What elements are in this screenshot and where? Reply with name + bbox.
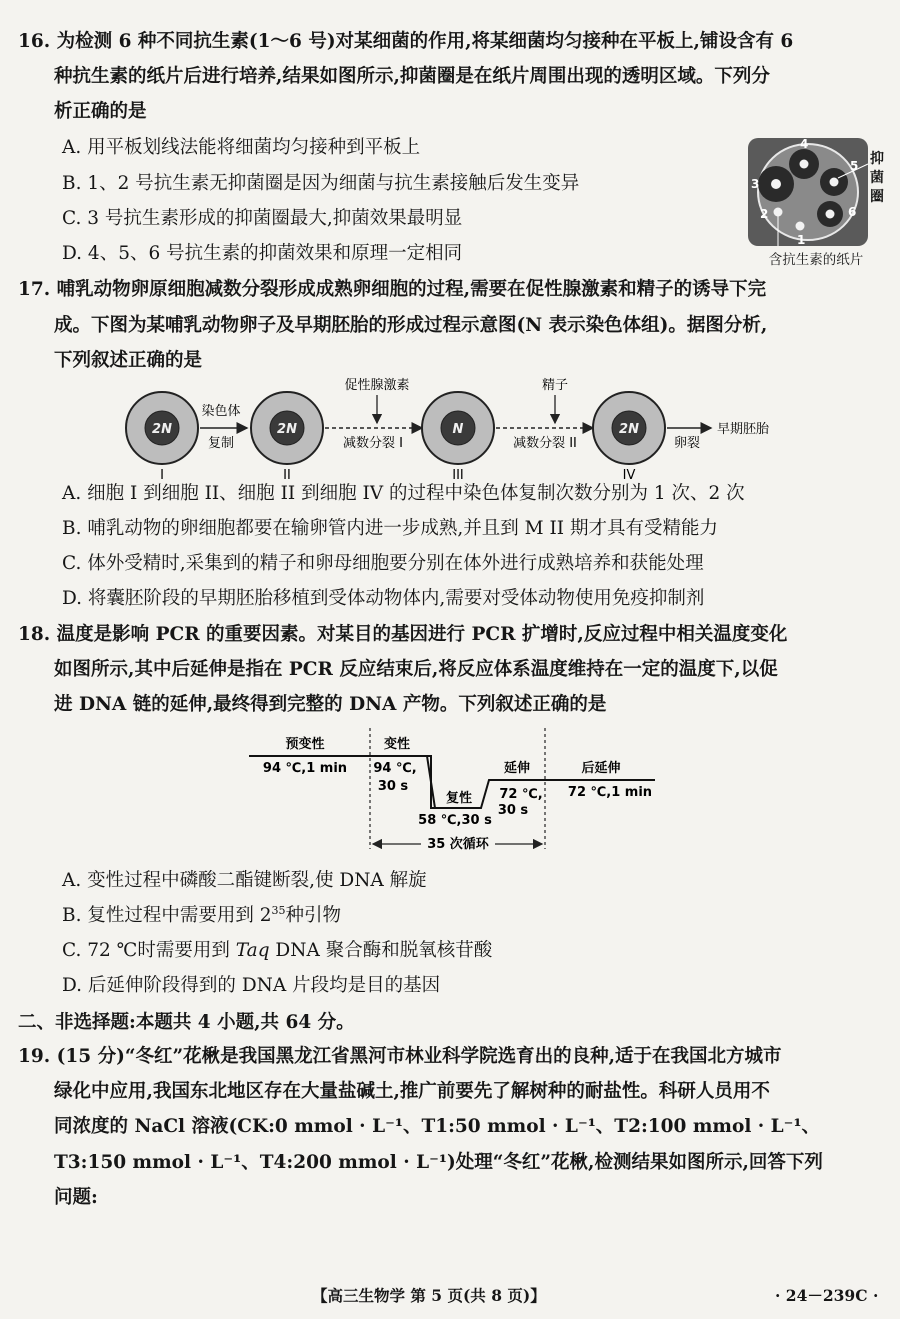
q17-stem-line-1: 17. 哺乳动物卵原细胞减数分裂形成成熟卵细胞的过程,需要在促性腺激素和精子的诱导下完	[18, 279, 767, 300]
denature-label: 变性	[383, 737, 411, 752]
section-2-heading: 二、非选择题:本题共 4 小题,共 64 分。	[18, 1012, 355, 1033]
extend-condition-2: 30 s	[497, 803, 529, 818]
oocyte-process-svg	[115, 375, 795, 487]
disc-6	[826, 210, 835, 219]
q18-option-b-post: 种引物	[285, 905, 342, 926]
cell-3-label: III	[452, 468, 464, 483]
q17-stem-line-2: 成。下图为某哺乳动物卵子及早期胚胎的形成过程示意图(N 表示染色体组)。据图分析,	[54, 315, 768, 336]
extend-condition-1: 72 ℃,	[499, 787, 543, 802]
hormone-label: 促性腺激素	[344, 378, 410, 393]
cell-2-n: 2N	[277, 422, 297, 437]
sperm-label: 精子	[541, 378, 569, 393]
pcr-temperature-svg	[245, 724, 665, 859]
cell-4-label: IV	[622, 468, 636, 483]
q18-stem-line-3: 进 DNA 链的延伸,最终得到完整的 DNA 产物。下列叙述正确的是	[54, 694, 607, 715]
petri-dish-svg	[742, 134, 872, 252]
label-2: 2	[760, 207, 769, 221]
q17-option-a: A. 细胞 I 到细胞 II、细胞 II 到细胞 IV 的过程中染色体复制次数分别为 1 次、2 次	[62, 483, 745, 504]
q19-stem-line-5: 问题:	[54, 1187, 98, 1208]
denature-condition-2: 30 s	[377, 779, 409, 794]
q18-option-c-post: DNA 聚合酶和脱氧核苷酸	[269, 940, 493, 961]
disc-4	[800, 160, 809, 169]
q16-option-a: A. 用平板划线法能将细菌均匀接种到平板上	[62, 137, 421, 158]
inhibition-zone-char-1: 抑	[870, 151, 884, 167]
label-4: 4	[800, 137, 809, 151]
q17-option-d: D. 将囊胚阶段的早期胚胎移植到受体动物体内,需要对受体动物使用免疫抑制剂	[62, 588, 705, 609]
arrow-2-bottom: 减数分裂 I	[343, 436, 403, 451]
label-6: 6	[848, 205, 857, 219]
footer-page-info: 【高三生物学 第 5 页(共 8 页)】	[312, 1286, 546, 1305]
q19-stem-line-1: 19. (15 分)“冬红”花楸是我国黑龙江省黑河市林业科学院选育出的良种,适于在我国北方城市	[18, 1046, 782, 1067]
q18-stem-line-2: 如图所示,其中后延伸是指在 PCR 反应结束后,将反应体系温度维持在一定的温度下,以促	[54, 659, 778, 680]
q17-option-c: C. 体外受精时,采集到的精子和卵母细胞要分别在体外进行成熟培养和获能处理	[62, 553, 704, 574]
pcr-temperature-figure	[245, 724, 665, 859]
cell-3-n: N	[452, 422, 464, 437]
cell-4-n: 2N	[619, 422, 639, 437]
q16-option-d: D. 4、5、6 号抗生素的抑菌效果和原理一定相同	[62, 243, 463, 264]
arrow-4-bottom: 卵裂	[673, 436, 701, 451]
cycle-count-label: 35 次循环	[427, 837, 489, 852]
q16-stem-line-1: 16. 为检测 6 种不同抗生素(1～6 号)对某细菌的作用,将某细菌均匀接种在平板上,铺设含有 6	[18, 31, 794, 52]
disc-3	[771, 179, 781, 189]
dish-caption: 含抗生素的纸片	[768, 252, 864, 268]
q18-option-c-taq: Taq	[235, 940, 270, 961]
disc-1	[796, 222, 805, 231]
arrow-3-bottom: 减数分裂 II	[513, 436, 577, 451]
q18-option-c-pre: C. 72 ℃时需要用到	[62, 940, 236, 961]
inhibition-zone-label	[870, 150, 892, 207]
disc-5	[830, 178, 839, 187]
label-3: 3	[751, 177, 760, 191]
pre-denature-label: 预变性	[285, 737, 325, 752]
inhibition-zone-char-2: 菌	[870, 170, 884, 186]
q18-option-b-pre: B. 复性过程中需要用到 2	[62, 905, 272, 926]
label-5: 5	[850, 159, 859, 173]
post-extend-label: 后延伸	[581, 761, 621, 776]
q16-option-b: B. 1、2 号抗生素无抑菌圈是因为细菌与抗生素接触后发生变异	[62, 173, 580, 194]
label-1: 1	[797, 233, 806, 247]
oocyte-process-figure	[115, 375, 795, 487]
q16-stem-line-2: 种抗生素的纸片后进行培养,结果如图所示,抑菌圈是在纸片周围出现的透明区域。下列分	[54, 66, 770, 87]
anneal-condition: 58 ℃,30 s	[418, 813, 492, 828]
post-extend-condition: 72 ℃,1 min	[567, 785, 653, 800]
q18-option-b-exponent: 35	[271, 903, 286, 917]
q18-option-d: D. 后延伸阶段得到的 DNA 片段均是目的基因	[62, 975, 441, 996]
cell-2-label: II	[283, 468, 291, 483]
q19-stem-line-2: 绿化中应用,我国东北地区存在大量盐碱土,推广前要先了解树种的耐盐性。科研人员用不	[54, 1081, 770, 1102]
footer-code: · 24－239C ·	[775, 1286, 879, 1305]
cell-1-label: I	[160, 468, 164, 483]
q18-stem-line-1: 18. 温度是影响 PCR 的重要因素。对某目的基因进行 PCR 扩增时,反应过程中相关温度变化	[18, 624, 788, 645]
anneal-label: 复性	[445, 791, 473, 806]
q18-option-b	[62, 903, 341, 929]
q16-option-c: C. 3 号抗生素形成的抑菌圈最大,抑菌效果最明显	[62, 208, 463, 229]
inhibition-zone-char-3: 圈	[870, 189, 884, 205]
cell-1-n: 2N	[152, 422, 172, 437]
q18-option-c	[62, 938, 492, 964]
q19-stem-line-3: 同浓度的 NaCl 溶液(CK:0 mmol · L⁻¹、T1:50 mmol · L⁻¹、T2:100 mmol · L⁻¹、	[54, 1116, 821, 1137]
extend-label: 延伸	[503, 761, 531, 776]
q16-stem-line-3: 析正确的是	[54, 101, 147, 122]
disc-2	[774, 208, 783, 217]
early-embryo-label: 早期胚胎	[717, 422, 770, 437]
arrow-1-bottom: 复制	[207, 436, 235, 451]
pre-denature-condition: 94 ℃,1 min	[262, 761, 348, 776]
denature-condition-1: 94 ℃,	[373, 761, 417, 776]
arrow-1-top: 染色体	[201, 404, 241, 419]
q18-option-a: A. 变性过程中磷酸二酯键断裂,使 DNA 解旋	[62, 870, 427, 891]
q19-stem-line-4: T3:150 mmol · L⁻¹、T4:200 mmol · L⁻¹)处理“冬红”花楸,检测结果如图所示,回答下列	[54, 1152, 823, 1173]
q17-stem-line-3: 下列叙述正确的是	[54, 350, 203, 371]
q17-option-b: B. 哺乳动物的卵细胞都要在输卵管内进一步成熟,并且到 M II 期才具有受精能力	[62, 518, 718, 539]
